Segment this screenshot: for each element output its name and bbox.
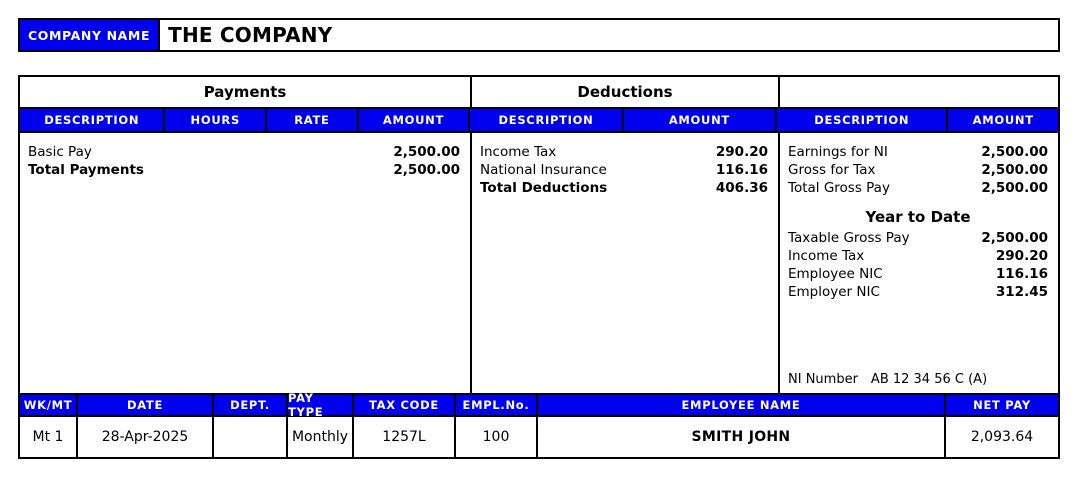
footer-col-employee-name: EMPLOYEE NAME [538,395,946,415]
ytd-description: Taxable Gross Pay [788,230,910,246]
payments-col-amount: AMOUNT [359,109,471,131]
footer-value-employee-name: SMITH JOHN [538,417,946,457]
footer-col-net-pay: NET PAY [946,395,1058,415]
payment-total-amount: 2,500.00 [393,162,460,178]
ytd-amount: 2,500.00 [981,230,1048,246]
ytd-description: Income Tax [788,248,865,264]
ytd-line [788,283,1048,301]
ytd-amount: 290.20 [995,248,1048,264]
summary-col-description: DESCRIPTION [777,109,948,131]
year-to-date-title: Year to Date [865,208,971,226]
deduction-description: National Insurance [480,162,607,178]
company-name-label: COMPANY NAME [20,20,160,50]
ytd-description: Employee NIC [788,266,883,282]
payment-line-total [28,161,460,179]
ytd-amount: 312.45 [995,284,1048,300]
footer-col-tax-code: TAX CODE [354,395,456,415]
summary-line [788,161,1048,179]
deduction-line-total [480,179,768,197]
footer-col-date: DATE [78,395,214,415]
deduction-total-amount: 406.36 [715,180,768,196]
ytd-line [788,229,1048,247]
footer-value-row [20,417,1058,457]
payment-total-description: Total Payments [28,162,144,178]
summary-col-amount: AMOUNT [948,109,1058,131]
column-header-row [20,109,1058,133]
deduction-amount: 116.16 [715,162,768,178]
payment-description: Basic Pay [28,144,92,160]
payments-body [20,133,472,393]
footer-value-empl-no: 100 [456,417,538,457]
deductions-section-title: Deductions [472,77,780,107]
payments-col-hours: HOURS [165,109,267,131]
company-name-value: THE COMPANY [168,23,333,47]
footer-value-wk-mt: Mt 1 [20,417,78,457]
deduction-line [480,143,768,161]
ytd-description: Employer NIC [788,284,880,300]
payment-amount: 2,500.00 [393,144,460,160]
summary-description: Total Gross Pay [788,180,890,196]
company-header-row [18,18,1060,52]
payslip-body-row [20,133,1058,393]
summary-line [788,143,1048,161]
deduction-line [480,161,768,179]
footer-value-pay-type: Monthly [288,417,354,457]
ni-number-value: AB 12 34 56 C (A) [870,372,988,387]
ytd-amount: 116.16 [995,266,1048,282]
footer-col-empl-no: EMPL.No. [456,395,538,415]
footer-value-net-pay: 2,093.64 [970,429,1034,445]
footer-col-wk-mt: WK/MT [20,395,78,415]
summary-section-title [780,77,1058,107]
section-title-row [20,77,1058,109]
summary-amount: 2,500.00 [981,180,1048,196]
footer-header-row [20,393,1058,417]
deduction-amount: 290.20 [715,144,768,160]
summary-line [788,179,1048,197]
summary-description: Gross for Tax [788,162,876,178]
footer-value-tax-code: 1257L [354,417,456,457]
deduction-description: Income Tax [480,144,557,160]
deduction-total-description: Total Deductions [480,180,608,196]
summary-body [780,133,1058,393]
ytd-line [788,247,1048,265]
summary-amount: 2,500.00 [981,144,1048,160]
payments-col-rate: RATE [267,109,359,131]
ni-number-row [788,372,987,387]
payments-col-description: DESCRIPTION [20,109,165,131]
footer-value-dept [214,417,288,457]
deductions-body [472,133,780,393]
payments-section-title: Payments [20,77,472,107]
footer-value-date: 28-Apr-2025 [78,417,214,457]
payslip-document [18,18,1060,459]
summary-amount: 2,500.00 [981,162,1048,178]
payslip-main-table [18,75,1060,459]
summary-description: Earnings for NI [788,144,888,160]
footer-col-pay-type: PAY TYPE [288,395,354,415]
deductions-col-description: DESCRIPTION [470,109,623,131]
deductions-col-amount: AMOUNT [624,109,777,131]
footer-col-dept: DEPT. [214,395,288,415]
ytd-line [788,265,1048,283]
ni-number-label: NI Number [788,372,858,387]
payment-line [28,143,460,161]
